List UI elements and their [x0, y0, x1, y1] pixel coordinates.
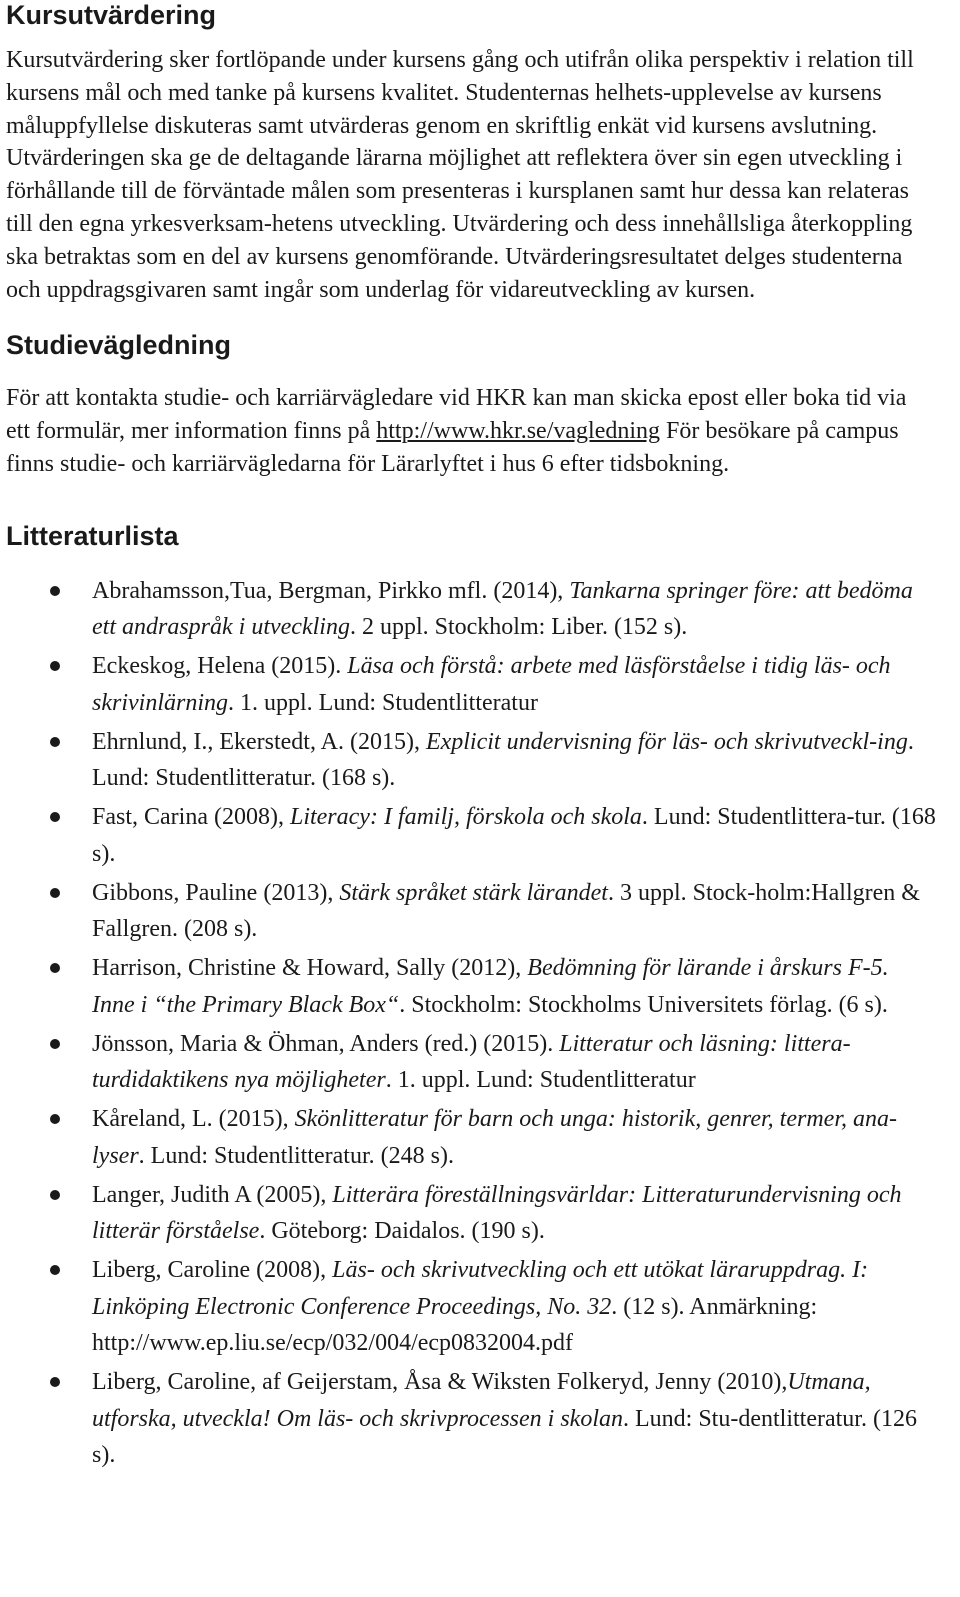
bullet-icon — [50, 1039, 60, 1049]
literature-author: Jönsson, Maria & Öhman, Anders (red.) (2015). — [92, 1030, 560, 1057]
bullet-icon — [50, 963, 60, 973]
literature-author: Abrahamsson,Tua, Bergman, Pirkko mfl. (2014), — [92, 577, 570, 604]
literature-publication: . Göteborg: Daidalos. (190 s). — [259, 1218, 545, 1245]
literature-publication: . 2 uppl. Stockholm: Liber. (152 s). — [349, 614, 688, 641]
literature-author: Kåreland, L. (2015), — [92, 1106, 295, 1133]
literature-publication: . (12 s). Anmärkning: http://www.ep.liu.se/ecp/032/004/ecp0832004.pdf — [92, 1293, 818, 1357]
bullet-icon — [50, 737, 60, 747]
literature-item — [6, 950, 936, 1023]
literature-title: Stärk språket stärk lärandet — [339, 879, 608, 906]
literature-title: Läsa och förstå: arbete med läsförståelse i tidig läs- och skrivinlärning — [92, 653, 891, 716]
literature-list — [6, 573, 936, 1474]
literature-title: Bedömning för lärande i årskurs F-5. Inne i “the Primary Black Box“ — [92, 955, 889, 1018]
bullet-icon — [50, 888, 60, 898]
studievagledning-text-before: För att kontakta studie- och karriärvägledare vid HKR kan man skicka epost eller boka tid via ett formulär, mer information finns på — [6, 385, 907, 445]
literature-author: Gibbons, Pauline (2013), — [92, 879, 340, 906]
literature-item — [6, 724, 936, 797]
literature-author: Liberg, Caroline (2008), — [92, 1257, 333, 1284]
literature-author: Fast, Carina (2008), — [92, 804, 290, 831]
literature-author: Harrison, Christine & Howard, Sally (2012), — [92, 955, 528, 982]
literature-title: Skönlitteratur för barn och unga: historik, genrer, termer, ana-lyser — [92, 1106, 897, 1169]
literature-publication: . Lund: Studentlitteratur. (248 s). — [138, 1142, 454, 1169]
literature-author: Eckeskog, Helena (2015). — [92, 653, 348, 680]
literature-title: Läs- och skrivutveckling och ett utökat läraruppdrag. I: Linköping Electronic Conference Proceedings, No. 32 — [92, 1257, 869, 1320]
section-heading-kursutvardering: Kursutvärdering — [6, 0, 217, 30]
bullet-icon — [50, 1190, 60, 1200]
bullet-icon — [50, 1377, 60, 1387]
literature-item — [6, 1026, 936, 1099]
literature-item — [6, 1177, 936, 1250]
literature-publication: . Lund: Studentlitteratur. (168 s). — [92, 728, 914, 792]
literature-item — [6, 875, 936, 948]
studievagledning-text-after: För besökare på campus finns studie- och karriärvägledarna för Lärarlyftet i hus 6 efter tidsbokning. — [6, 418, 899, 477]
literature-publication: . Stockholm: Stockholms Universitets förlag. (6 s). — [399, 991, 888, 1018]
literature-title: Tankarna springer före: att bedöma ett andraspråk i utveckling — [92, 577, 913, 641]
literature-item — [6, 799, 936, 872]
bullet-icon — [50, 812, 60, 822]
section-heading-studievagledning: Studievägledning — [6, 330, 232, 361]
literature-item — [6, 1252, 936, 1362]
bullet-icon — [50, 1265, 60, 1275]
paragraph-studievagledning — [6, 382, 936, 480]
literature-publication: . 1. uppl. Lund: Studentlitteratur — [228, 689, 538, 716]
bullet-icon — [50, 1114, 60, 1124]
literature-item — [6, 1364, 936, 1474]
literature-publication: . 1. uppl. Lund: Studentlitteratur — [385, 1067, 696, 1094]
bullet-icon — [50, 661, 60, 671]
literature-title: Litteratur och läsning: littera-turdidaktikens nya möjligheter — [92, 1030, 851, 1094]
literature-item — [6, 573, 936, 646]
paragraph-kursutvardering: Kursutvärdering sker fortlöpande under kursens gång och utifrån olika perspektiv i relation till kursens mål och med tanke på kursens kvalitet. Studenternas helhets-upplevelse av kursens måluppfyllelse diskuteras samt utvärderas genom en skriftlig enkät vid kursens avslutning. Utvärderingen ska ge de deltagande lärarna möjlighet att reflektera över sin egen utveckling i förhållande till de förväntade målen som presenteras i kursplanen samt hur dessa kan relateras till den egna yrkesverksam-hetens utveckling. Utvärdering och dess innehållsliga återkoppling ska betraktas som en del av kursens genomförande. Utvärderingsresultatet delges studenterna och uppdragsgivaren samt ingår som underlag för vidareutveckling av kursen. — [6, 47, 914, 303]
literature-item — [6, 1101, 936, 1174]
bullet-icon — [50, 586, 60, 596]
vagledning-link[interactable]: http://www.hkr.se/vagledning — [376, 418, 661, 445]
literature-author: Ehrnlund, I., Ekerstedt, A. (2015), — [92, 728, 426, 755]
literature-item — [6, 648, 936, 721]
literature-title: Utmana, utforska, utveckla! Om läs- och skrivprocessen i skolan — [92, 1369, 871, 1432]
literature-author: Liberg, Caroline, af Geijerstam, Åsa & Wiksten Folkeryd, Jenny (2010), — [92, 1369, 788, 1396]
literature-publication: . Lund: Stu-dentlitteratur. (126 s). — [92, 1405, 917, 1469]
literature-title: Explicit undervisning för läs- och skrivutveckl-ing — [425, 728, 908, 755]
literature-publication: . 3 uppl. Stock-holm:Hallgren & Fallgren. (208 s). — [92, 879, 920, 943]
literature-publication: . Lund: Studentlittera-tur. (168 s). — [92, 804, 936, 867]
literature-title: Litterära föreställningsvärldar: Litteraturundervisning och litterär förståelse — [92, 1181, 902, 1245]
literature-author: Langer, Judith A (2005), — [92, 1181, 333, 1208]
literature-title: Literacy: I familj, förskola och skola — [289, 804, 642, 831]
section-heading-litteraturlista: Litteraturlista — [6, 520, 179, 551]
